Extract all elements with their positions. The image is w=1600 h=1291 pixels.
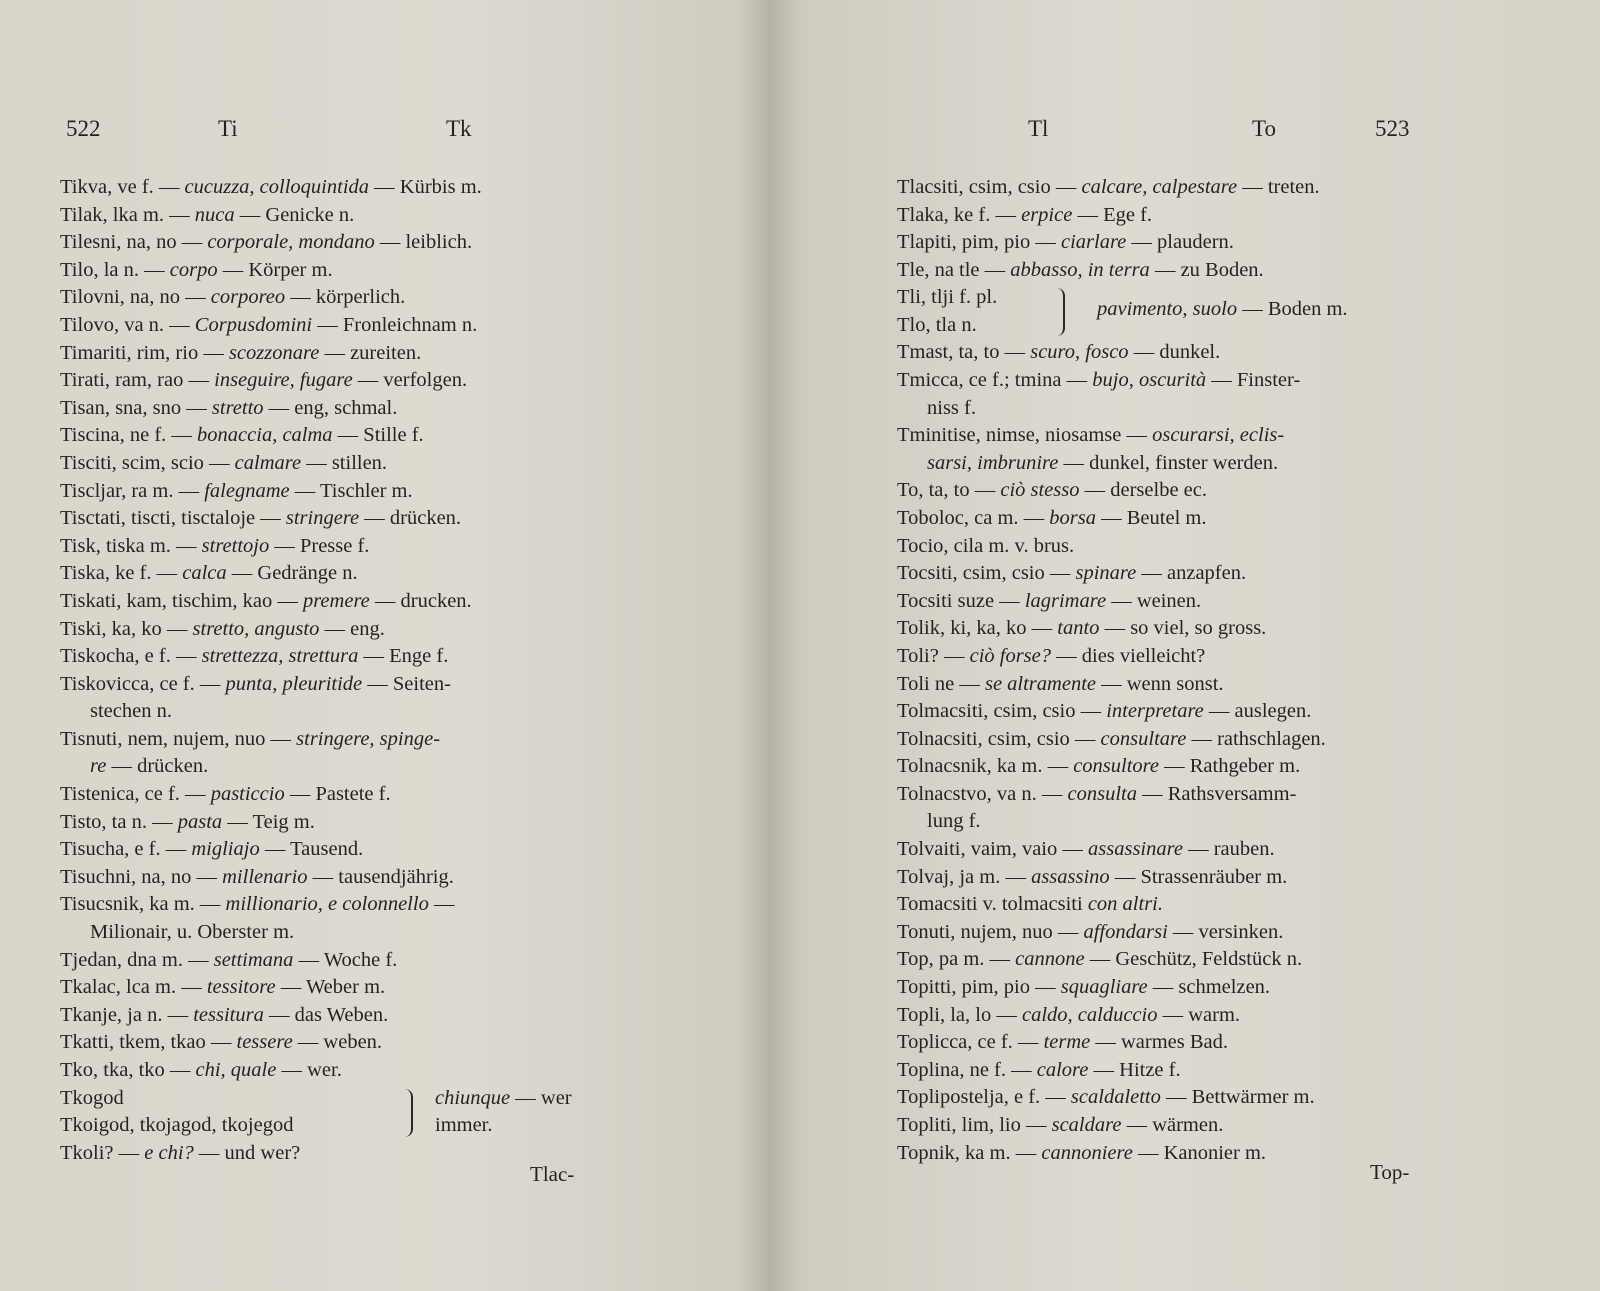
entry-german: — warm.	[1157, 1003, 1241, 1026]
left-page	[0, 0, 770, 1291]
dictionary-entry	[897, 864, 1497, 892]
dictionary-entry	[897, 919, 1497, 947]
entry-italian: corpo	[169, 258, 218, 281]
dictionary-entry	[897, 671, 1497, 699]
entry-german: — Pastete f.	[284, 783, 391, 806]
entry-headword: Tilovo, va n. —	[60, 313, 195, 336]
entry-german: — eng, schmal.	[263, 396, 398, 419]
bracketed-meaning	[1097, 296, 1348, 324]
dictionary-entry	[60, 257, 640, 285]
dictionary-entry	[897, 836, 1497, 864]
entry-headword: Tolnacsiti, csim, csio —	[897, 727, 1101, 750]
entry-headword: Topitti, pim, pio —	[897, 976, 1061, 999]
dictionary-entry	[60, 864, 640, 892]
entry-italian: strettezza, strettura	[201, 645, 359, 668]
entry-italian: stretto, angusto	[192, 617, 320, 640]
dictionary-entry	[897, 477, 1497, 505]
dictionary-entry	[897, 698, 1497, 726]
dictionary-entry	[60, 533, 640, 561]
entry-german: immer.	[435, 1114, 493, 1137]
entry-italian: corporeo	[210, 286, 286, 309]
dictionary-entry	[897, 422, 1497, 450]
entry-italian: millionario, e colonnello	[225, 893, 429, 916]
entry-german: — Geschütz, Feldstück n.	[1084, 948, 1303, 971]
entry-headword: Topli, la, lo —	[897, 1003, 1022, 1026]
entry-german: — drucken.	[369, 589, 472, 612]
entry-italian: ciò forse?	[969, 644, 1052, 667]
entry-headword: Tisucha, e f. —	[60, 838, 192, 861]
entry-italian: scaldare	[1051, 1114, 1122, 1136]
entry-headword: Tikva, ve f. —	[60, 176, 185, 198]
entry-italian: consultore	[1073, 755, 1159, 778]
entry-italian: affondarsi	[1083, 920, 1168, 943]
dictionary-entry	[60, 588, 640, 616]
entry-headword: Tkoli? —	[60, 1141, 145, 1164]
entry-german: — wenn sonst.	[1096, 672, 1224, 695]
entry-italian: tanto	[1057, 617, 1100, 640]
entry-headword: Tolmacsiti, csim, csio —	[897, 700, 1107, 723]
entry-german: — treten.	[1237, 176, 1320, 198]
entry-german: — Strassenräuber m.	[1109, 865, 1288, 888]
entry-italian: tessere	[236, 1031, 293, 1054]
entry-italian: pasticcio	[210, 783, 285, 806]
dictionary-entry	[60, 781, 640, 809]
entry-italian: borsa	[1049, 506, 1096, 529]
entry-headword: Tilak, lka m. —	[60, 203, 195, 226]
entry-headword: Tonuti, nujem, nuo —	[897, 920, 1084, 943]
entry-headword: Tisciti, scim, scio —	[60, 451, 235, 474]
entry-headword: Tolnacsnik, ka m. —	[897, 755, 1074, 778]
entry-italian: squagliare	[1060, 976, 1148, 999]
entry-german: stechen n.	[90, 700, 172, 723]
entry-german: lung f.	[927, 810, 981, 833]
entry-headword: Tistenica, ce f. —	[60, 783, 211, 806]
entry-italian: se altramente	[984, 672, 1096, 695]
entry-italian: pasta	[177, 810, 223, 833]
entry-german: — plaudern.	[1126, 231, 1234, 254]
dictionary-entry	[897, 588, 1497, 616]
entry-german: — Seiten-	[362, 672, 451, 695]
entry-italian: tessitura	[193, 1003, 264, 1026]
dictionary-entry	[897, 891, 1497, 919]
entry-headword: Tilo, la n. —	[60, 258, 170, 281]
entry-italian: caldo, calduccio	[1021, 1003, 1158, 1026]
entry-german: —	[428, 893, 455, 916]
dictionary-entry	[897, 257, 1497, 285]
page-number: 523	[1375, 116, 1410, 141]
entry-german: — das Weben.	[263, 1003, 389, 1026]
entry-italian: oscurarsi, eclis-	[1152, 424, 1285, 447]
entry-german: — dies vielleicht?	[1051, 644, 1206, 667]
right-page	[770, 0, 1600, 1291]
entry-german: Milionair, u. Oberster m.	[90, 921, 295, 944]
entry-german: — Teig m.	[222, 810, 315, 833]
entry-italian: scaldaletto	[1070, 1086, 1161, 1109]
entry-german: — Bettwärmer m.	[1160, 1086, 1315, 1109]
entry-italian: cucuzza, colloquintida	[184, 176, 370, 198]
dictionary-entry	[60, 809, 640, 837]
entry-headword: Tiscljar, ra m. —	[60, 479, 205, 502]
dictionary-entry	[60, 643, 640, 671]
entry-headword: Toplina, ne f. —	[897, 1058, 1037, 1081]
dictionary-entry	[897, 1002, 1497, 1030]
entry-german: — anzapfen.	[1136, 562, 1247, 585]
entry-italian: interpretare	[1106, 700, 1204, 723]
entry-headword: Tiskocha, e f. —	[60, 645, 202, 668]
dictionary-entry	[897, 974, 1497, 1002]
entry-continuation	[60, 698, 640, 726]
entry-headword: Tle, na tle —	[897, 258, 1011, 281]
entry-german: — stillen.	[301, 451, 388, 474]
entry-headword: Tli, tlji f. pl.	[897, 286, 998, 309]
entry-italian: Corpusdomini	[194, 313, 313, 336]
entry-german: — weben.	[292, 1031, 383, 1054]
dictionary-entry	[60, 450, 640, 478]
entry-continuation	[897, 450, 1497, 478]
dictionary-entry	[60, 202, 640, 230]
entry-italian: falegname	[204, 479, 290, 502]
entry-headword: Toplipostelja, e f. —	[897, 1086, 1071, 1109]
entry-headword: Tisctati, tiscti, tisctaloje —	[60, 507, 286, 530]
entry-italian: lagrimare	[1024, 589, 1107, 612]
entry-german: — Enge f.	[358, 645, 449, 668]
entry-headword: Tisto, ta n. —	[60, 810, 178, 833]
bracketed-meaning	[435, 1085, 572, 1140]
entry-italian: strettojo	[201, 534, 270, 557]
dictionary-entry	[60, 974, 640, 1002]
entry-headword: Toli? —	[897, 644, 970, 667]
entry-headword: Tlapiti, pim, pio —	[897, 231, 1061, 254]
running-head-right: Tk	[446, 116, 472, 141]
entry-italian: tessitore	[206, 976, 276, 999]
entry-italian: stretto	[211, 396, 264, 419]
entry-german: — rauben.	[1182, 838, 1275, 861]
entry-headword: Tomacsiti v. tolmacsiti	[897, 893, 1088, 916]
bracketed-entry	[60, 1085, 640, 1140]
page-number: 522	[66, 116, 101, 141]
entry-german: — versinken.	[1167, 920, 1284, 943]
entry-italian: re	[90, 755, 107, 778]
dictionary-entry	[897, 753, 1497, 781]
entry-german: — auslegen.	[1203, 700, 1312, 723]
entry-headword: Top, pa m. —	[897, 948, 1016, 971]
entry-german: — wer	[510, 1086, 572, 1109]
entry-german: — leiblich.	[374, 231, 473, 254]
dictionary-entry	[60, 340, 640, 368]
entry-headword: Tolnacstvo, va n. —	[897, 782, 1068, 805]
entry-italian: chiunque	[435, 1086, 511, 1109]
entry-italian: spinare	[1075, 562, 1137, 585]
entry-italian: sarsi, imbrunire	[927, 451, 1059, 474]
entry-headword: Tocio, cila m. v. brus.	[897, 534, 1075, 557]
entry-german: — Körper m.	[217, 258, 333, 281]
dictionary-entries	[897, 174, 1497, 1167]
entry-headword: Tisucsnik, ka m. —	[60, 893, 226, 916]
entry-headword: Toplicca, ce f. —	[897, 1031, 1044, 1054]
dictionary-entry	[60, 1057, 640, 1085]
entry-italian: premere	[302, 589, 370, 612]
entry-german: — warmes Bad.	[1090, 1031, 1229, 1054]
dictionary-entry	[60, 478, 640, 506]
entry-german: — Genicke n.	[234, 203, 355, 226]
entry-italian: millenario	[222, 865, 308, 888]
dictionary-entry	[897, 1084, 1497, 1112]
running-head-left: Ti	[218, 116, 238, 141]
entry-german: — rathschlagen.	[1186, 727, 1326, 750]
entry-headword: Tlaka, ke f. —	[897, 203, 1022, 226]
entry-german: — Stille f.	[332, 424, 424, 447]
entry-german: — Presse f.	[269, 534, 370, 557]
entry-headword: Tlo, tla n.	[897, 313, 977, 336]
dictionary-entry	[60, 229, 640, 257]
dictionary-entry	[60, 671, 640, 699]
dictionary-entry	[60, 891, 640, 919]
entry-headword: Tjedan, dna m. —	[60, 948, 214, 971]
entry-headword: Tisnuti, nem, nujem, nuo —	[60, 727, 297, 750]
entry-headword: Timariti, rim, rio —	[60, 341, 229, 364]
dictionary-entry	[60, 726, 640, 754]
dictionary-entry	[60, 836, 640, 864]
entry-headword: Tolvaj, ja m. —	[897, 865, 1032, 888]
entry-italian: stringere	[285, 507, 360, 530]
entry-italian: ciò stesso	[1000, 479, 1080, 502]
entry-headword: Tolik, ki, ka, ko —	[897, 617, 1058, 640]
dictionary-entry	[897, 229, 1497, 257]
entry-german: — Tischler m.	[289, 479, 413, 502]
entry-italian: scozzonare	[228, 341, 320, 364]
entry-german: — Ege f.	[1072, 203, 1153, 226]
entry-german: — dunkel, finster werden.	[1058, 451, 1279, 474]
entry-german: — drücken.	[359, 507, 462, 530]
running-head-left: Tl	[1028, 116, 1049, 141]
entry-headword: Tkatti, tkem, tkao —	[60, 1031, 237, 1054]
entry-german: — Fronleichnam n.	[312, 313, 478, 336]
dictionary-entry	[897, 367, 1497, 395]
dictionary-entry	[897, 1112, 1497, 1140]
entry-german: — Beutel m.	[1096, 506, 1207, 529]
entry-headword: Topliti, lim, lio —	[897, 1114, 1052, 1136]
entry-headword: Tkalac, lca m. —	[60, 976, 207, 999]
entry-headword: Topnik, ka m. —	[897, 1141, 1042, 1164]
entry-italian: calca	[182, 562, 227, 585]
dictionary-entry	[897, 643, 1497, 671]
entry-continuation	[897, 395, 1497, 423]
entry-german: niss f.	[927, 396, 976, 419]
entry-headword: Tminitise, nimse, niosamse —	[897, 424, 1153, 447]
entry-italian: consulta	[1067, 782, 1137, 805]
dictionary-entry	[897, 1057, 1497, 1085]
entry-italian: assassinare	[1088, 838, 1183, 861]
dictionary-entry	[897, 174, 1497, 202]
entry-german: — wärmen.	[1121, 1114, 1224, 1136]
entry-italian: chi, quale	[195, 1059, 277, 1081]
entry-headword: Tiska, ke f. —	[60, 562, 183, 585]
entry-german: — tausendjährig.	[307, 865, 454, 888]
catchword: Tlac-	[530, 1162, 575, 1186]
entry-italian: punta, pleuritide	[225, 672, 363, 695]
entry-italian: abbasso, in terra	[1010, 258, 1150, 281]
entry-headword: Tocsiti suze —	[897, 589, 1025, 612]
entry-german: — zu Boden.	[1149, 258, 1264, 281]
dictionary-entry	[897, 202, 1497, 230]
dictionary-entry	[897, 505, 1497, 533]
dictionary-entry	[897, 615, 1497, 643]
entry-italian: bonaccia, calma	[197, 424, 333, 447]
dictionary-entry	[897, 726, 1497, 754]
dictionary-entry	[60, 1029, 640, 1057]
entry-german: — Finster-	[1206, 368, 1301, 391]
dictionary-entry	[60, 367, 640, 395]
dictionary-entry	[897, 946, 1497, 974]
dictionary-entry	[60, 174, 640, 202]
entry-headword: Tmast, ta, to —	[897, 341, 1031, 364]
bracketed-entry	[897, 284, 1497, 339]
entry-headword: Tisan, sna, sno —	[60, 396, 212, 419]
entry-italian: consultare	[1100, 727, 1187, 750]
entry-italian: pavimento, suolo	[1097, 298, 1238, 321]
entry-italian: scuro, fosco	[1030, 341, 1129, 364]
entry-german: — derselbe ec.	[1079, 479, 1207, 502]
entry-italian: cannone	[1015, 948, 1085, 971]
entry-german: — schmelzen.	[1147, 976, 1271, 999]
entry-continuation	[60, 919, 640, 947]
entry-german: — körperlich.	[285, 286, 406, 309]
entry-italian: stringere, spinge-	[296, 727, 441, 750]
entry-german: — Woche f.	[293, 948, 398, 971]
entry-italian: corporale, mondano	[207, 231, 375, 254]
entry-german: — zureiten.	[319, 341, 422, 364]
entry-italian: assassino	[1031, 865, 1110, 888]
dictionary-entry	[60, 505, 640, 533]
entry-italian: e chi?	[144, 1141, 194, 1164]
entry-italian: nuca	[194, 203, 235, 226]
entry-headword: Tlacsiti, csim, csio —	[897, 176, 1082, 198]
entry-headword: Tiskati, kam, tischim, kao —	[60, 589, 303, 612]
entry-headword: Tko, tka, tko —	[60, 1059, 196, 1081]
dictionary-entry	[60, 284, 640, 312]
entry-german: — Kürbis m.	[369, 176, 482, 198]
entry-italian: ciarlare	[1061, 231, 1127, 254]
entry-italian: bujo, oscurità	[1092, 368, 1207, 391]
entry-german: — so viel, so gross.	[1099, 617, 1267, 640]
entry-headword: Tmicca, ce f.; tmina —	[897, 368, 1093, 391]
catchword: Top-	[1370, 1160, 1410, 1184]
running-head-right: To	[1252, 116, 1276, 141]
dictionary-entry	[897, 781, 1497, 809]
entry-italian: cannoniere	[1041, 1141, 1133, 1164]
brace-mark	[405, 1089, 413, 1137]
dictionary-entry	[60, 395, 640, 423]
entry-headword: Tirati, ram, rao —	[60, 369, 215, 392]
brace-mark	[1057, 288, 1065, 336]
dictionary-entry	[897, 1029, 1497, 1057]
entry-german: — Rathgeber m.	[1159, 755, 1301, 778]
entry-headword: To, ta, to —	[897, 479, 1001, 502]
entry-german: — eng.	[319, 617, 385, 640]
entry-german: — Boden m.	[1237, 298, 1348, 321]
entry-headword: Tkogod	[60, 1086, 124, 1109]
entry-italian: calore	[1036, 1058, 1089, 1081]
entry-german: — Gedränge n.	[226, 562, 358, 585]
entry-german: — Weber m.	[275, 976, 386, 999]
dictionary-entry	[60, 616, 640, 644]
entry-german: — drücken.	[106, 755, 209, 778]
dictionary-entry	[60, 1002, 640, 1030]
entry-german: — Kanonier m.	[1132, 1141, 1267, 1164]
dictionary-entries	[60, 174, 640, 1167]
entry-headword: Tisk, tiska m. —	[60, 534, 202, 557]
entry-german: — Rathsversamm-	[1136, 782, 1297, 805]
dictionary-entry	[897, 560, 1497, 588]
entry-continuation	[897, 808, 1497, 836]
entry-italian: erpice	[1021, 203, 1073, 226]
entry-headword: Tilovni, na, no —	[60, 286, 211, 309]
entry-headword: Tkoigod, tkojagod, tkojegod	[60, 1114, 294, 1137]
entry-italian: terme	[1043, 1031, 1091, 1054]
dictionary-entry	[60, 560, 640, 588]
dictionary-entry	[60, 947, 640, 975]
entry-headword: Tiscina, ne f. —	[60, 424, 198, 447]
dictionary-entry	[60, 312, 640, 340]
entry-headword: Tkanje, ja n. —	[60, 1003, 194, 1026]
entry-headword: Toli ne —	[897, 672, 985, 695]
entry-german: — Tausend.	[259, 838, 364, 861]
entry-italian: inseguire, fugare	[214, 369, 353, 392]
entry-headword: Tolvaiti, vaim, vaio —	[897, 838, 1089, 861]
entry-german: — und wer?	[193, 1141, 301, 1164]
entry-german: — Hitze f.	[1088, 1058, 1181, 1081]
entry-headword: Tisuchni, na, no —	[60, 865, 223, 888]
dictionary-entry	[897, 533, 1497, 561]
entry-italian: settimana	[213, 948, 294, 971]
entry-headword: Tocsiti, csim, csio —	[897, 562, 1076, 585]
entry-italian: calcare, calpestare	[1081, 176, 1238, 198]
entry-italian: migliajo	[191, 838, 260, 861]
entry-continuation	[60, 753, 640, 781]
entry-german: — weinen.	[1106, 589, 1202, 612]
entry-headword: Tiski, ka, ko —	[60, 617, 193, 640]
entry-german: — dunkel.	[1128, 341, 1221, 364]
dictionary-entry	[897, 339, 1497, 367]
entry-german: — wer.	[276, 1059, 342, 1081]
entry-headword: Toboloc, ca m. —	[897, 506, 1050, 529]
entry-german: — verfolgen.	[352, 369, 468, 392]
dictionary-entry	[60, 422, 640, 450]
entry-italian: con altri.	[1087, 893, 1163, 916]
entry-headword: Tiskovicca, ce f. —	[60, 672, 226, 695]
entry-italian: calmare	[234, 451, 302, 474]
entry-headword: Tilesni, na, no —	[60, 231, 208, 254]
